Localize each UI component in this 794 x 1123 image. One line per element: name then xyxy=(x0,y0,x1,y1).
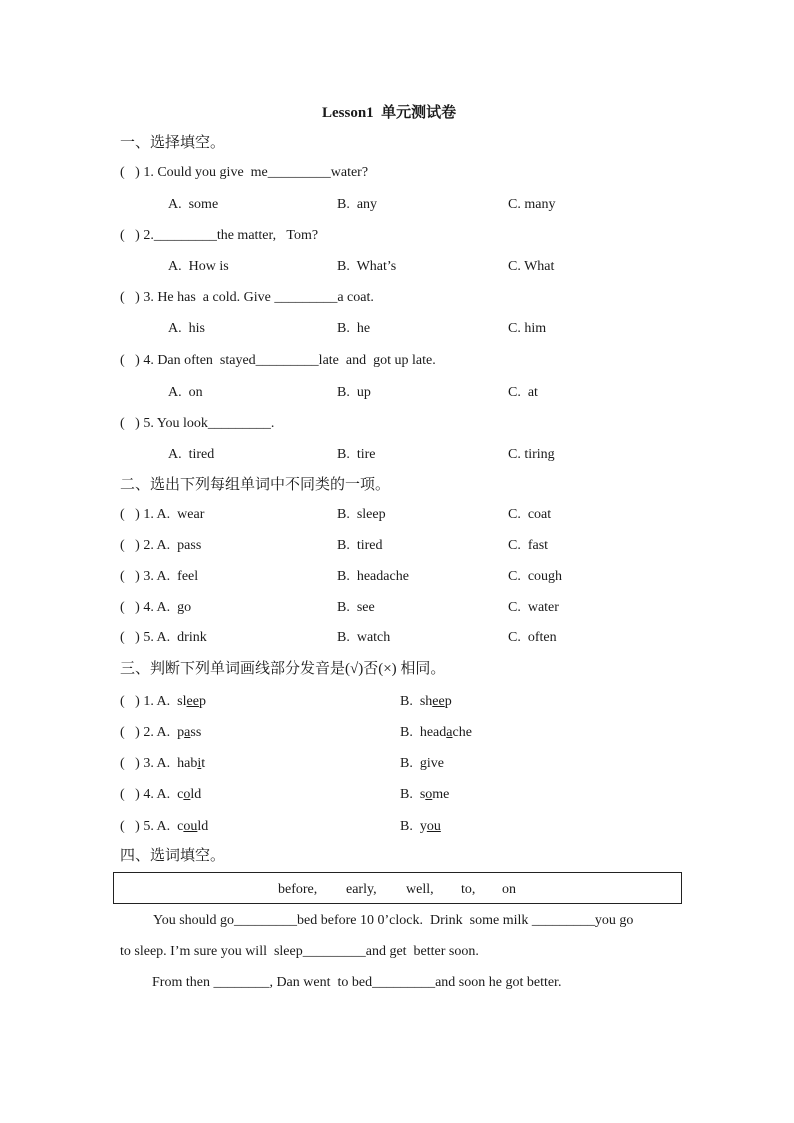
word-part: me xyxy=(432,787,450,802)
word-part: hab xyxy=(177,756,198,771)
question-stem: ( ) 1. Could you give me_________water? xyxy=(120,165,369,180)
option-c: C. water xyxy=(508,600,559,615)
word-bank-word: before, xyxy=(278,882,318,897)
option-b: B. What’s xyxy=(337,259,397,274)
word-part: c xyxy=(177,787,184,802)
word-part: B. y xyxy=(400,819,427,834)
underlined-part: ou xyxy=(183,819,198,834)
question-stem: ( ) 4. Dan often stayed_________late and got up late. xyxy=(120,353,436,368)
option-a: A. How is xyxy=(168,259,229,274)
option-b: B. watch xyxy=(337,630,391,645)
word-part: t xyxy=(201,756,206,771)
question-stem: ( ) 5. You look_________. xyxy=(120,416,275,431)
question-stem: ( ) 2._________the matter, Tom? xyxy=(120,228,319,243)
word-a xyxy=(120,786,201,804)
word-a xyxy=(120,724,201,742)
word-part: B. sh xyxy=(400,694,433,709)
option-b: B. tire xyxy=(337,447,376,462)
option-a: A. his xyxy=(168,321,205,336)
section-1-heading: 一、选择填空。 xyxy=(120,135,226,151)
question-number: ( ) 5. A. xyxy=(120,819,178,834)
word-part: B. s xyxy=(400,787,426,802)
option-c: C. at xyxy=(508,385,538,400)
word-part: sl xyxy=(177,694,187,709)
underlined-part: ee xyxy=(432,694,445,709)
option-a: A. on xyxy=(168,385,203,400)
passage-line: to sleep. I’m sure you will sleep_________and get better soon. xyxy=(120,944,479,959)
section-4-heading: 四、选词填空。 xyxy=(120,848,226,864)
word-part: ld xyxy=(190,787,202,802)
option-b: B. see xyxy=(337,600,375,615)
passage-line: From then ________, Dan went to bed_________and soon he got better. xyxy=(152,975,562,990)
word-part: p xyxy=(177,725,185,740)
word-bank-word: early, xyxy=(346,882,377,897)
option-b: B. any xyxy=(337,197,378,212)
option-b: B. tired xyxy=(337,538,383,553)
word-a xyxy=(120,818,208,836)
option-c: C. fast xyxy=(508,538,549,553)
question-number: ( ) 1. A. xyxy=(120,694,178,709)
word-b xyxy=(400,755,444,773)
option-c: C. coat xyxy=(508,507,552,522)
underlined-part: ee xyxy=(186,694,199,709)
word-bank-word: on xyxy=(502,882,516,897)
option-a: ( ) 3. A. feel xyxy=(120,569,199,584)
option-b: B. he xyxy=(337,321,371,336)
option-c: C. cough xyxy=(508,569,563,584)
option-a: ( ) 4. A. go xyxy=(120,600,192,615)
option-c: C. often xyxy=(508,630,557,645)
question-number: ( ) 2. A. xyxy=(120,725,178,740)
option-c: C. many xyxy=(508,197,556,212)
word-part: p xyxy=(198,694,206,709)
word-part: B. head xyxy=(400,725,447,740)
word-part: c xyxy=(177,819,184,834)
word-part: ld xyxy=(197,819,209,834)
word-b xyxy=(400,818,441,836)
word-a xyxy=(120,755,205,773)
word-a xyxy=(120,693,206,711)
underlined-part: a xyxy=(446,725,453,740)
option-a: ( ) 5. A. drink xyxy=(120,630,207,645)
question-number: ( ) 3. A. xyxy=(120,756,178,771)
option-b: B. headache xyxy=(337,569,409,584)
word-part: ive xyxy=(426,756,444,771)
page-title: Lesson1 单元测试卷 xyxy=(322,105,457,121)
underlined-part: g xyxy=(419,756,427,771)
word-bank-box xyxy=(113,872,682,904)
word-b xyxy=(400,724,472,742)
underlined-part: a xyxy=(184,725,191,740)
section-3-heading: 三、判断下列单词画线部分发音是(√)否(×) 相同。 xyxy=(120,661,446,677)
passage-line: You should go_________bed before 10 0’clock. Drink some milk _________you go xyxy=(153,913,634,928)
word-part: B. xyxy=(400,756,420,771)
underlined-part: o xyxy=(183,787,191,802)
option-a: A. some xyxy=(168,197,219,212)
option-a: ( ) 2. A. pass xyxy=(120,538,202,553)
underlined-part: o xyxy=(425,787,433,802)
word-part: p xyxy=(444,694,452,709)
option-c: C. tiring xyxy=(508,447,555,462)
option-c: C. What xyxy=(508,259,555,274)
option-c: C. him xyxy=(508,321,547,336)
word-bank-word: well, xyxy=(406,882,434,897)
question-stem: ( ) 3. He has a cold. Give _________a coat. xyxy=(120,290,374,305)
option-a: ( ) 1. A. wear xyxy=(120,507,205,522)
word-b xyxy=(400,786,449,804)
word-part: ss xyxy=(190,725,202,740)
word-bank-word: to, xyxy=(461,882,476,897)
word-part: che xyxy=(452,725,472,740)
word-b xyxy=(400,693,452,711)
option-b: B. up xyxy=(337,385,371,400)
underlined-part: ou xyxy=(426,819,441,834)
option-a: A. tired xyxy=(168,447,215,462)
underlined-part: i xyxy=(197,756,202,771)
section-2-heading: 二、选出下列每组单词中不同类的一项。 xyxy=(120,477,391,493)
option-b: B. sleep xyxy=(337,507,386,522)
question-number: ( ) 4. A. xyxy=(120,787,178,802)
